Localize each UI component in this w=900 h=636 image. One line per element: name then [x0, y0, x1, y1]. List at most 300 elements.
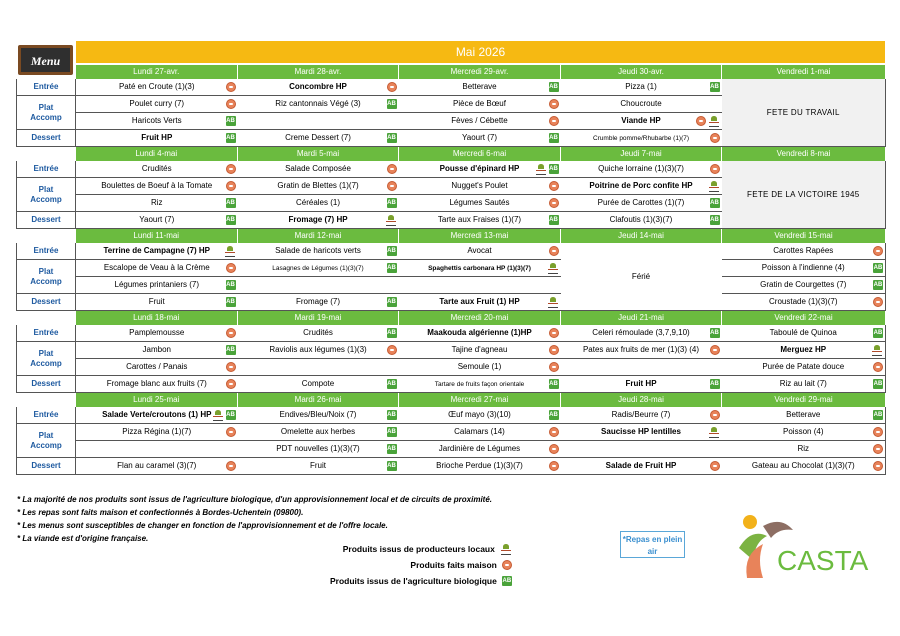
bio-ab-icon: AB: [226, 299, 235, 305]
dish-text: Pizza (1): [625, 82, 657, 91]
dish-cell: [76, 407, 238, 424]
day-header: Jeudi 7-mai: [561, 147, 722, 162]
dish-text: Taboulé de Quinoa: [769, 328, 837, 337]
dish-cell: [561, 113, 722, 130]
dish-text: Creme Dessert (7): [285, 133, 351, 142]
fait-maison-icon: [710, 133, 720, 143]
dish-cell: [76, 96, 238, 113]
dish-text: Pamplemousse: [129, 328, 185, 337]
bio-ab-icon: AB: [226, 200, 235, 206]
row-label-dessert: Dessert: [17, 212, 76, 229]
fait-maison-icon: [873, 461, 883, 471]
dish-text: Clafoutis (1)(3)(7): [609, 215, 673, 224]
dish-text: Viande HP: [621, 116, 661, 125]
dish-text: Tartare de fruits façon orientale: [434, 381, 525, 388]
bio-ab-icon: AB: [226, 217, 235, 223]
dish-cell: [561, 195, 722, 212]
dish-text: Jambon: [142, 345, 171, 354]
dish-cell: [238, 260, 399, 277]
dish-cell: [561, 325, 722, 342]
dish-cell: [561, 441, 722, 458]
row-label-plat: Plat Accomp: [17, 96, 76, 130]
fait-maison-icon: [387, 345, 397, 355]
dish-text: Omelette aux herbes: [280, 427, 356, 436]
dish-cell: [722, 424, 886, 441]
day-header: Vendredi 22-mai: [722, 311, 886, 326]
fait-maison-icon: [549, 427, 559, 437]
dish-cell: [561, 359, 722, 376]
day-header-row: [17, 147, 886, 162]
fait-maison-icon: [549, 328, 559, 338]
dish-cell: [399, 113, 561, 130]
day-header-row: [17, 65, 886, 79]
dish-cell: [399, 277, 561, 294]
dish-text: Légumes Sautés: [449, 198, 510, 207]
dish-cell: [238, 359, 399, 376]
fait-maison-icon: [226, 99, 236, 109]
dish-cell: [76, 195, 238, 212]
legend-maison: Produits faits maison: [330, 557, 512, 573]
dish-text: Celeri rémoulade (3,7,9,10): [592, 328, 690, 337]
dish-text: Yaourt (7): [139, 215, 175, 224]
dish-text: Crudités: [303, 328, 333, 337]
dish-cell: [76, 458, 238, 475]
dish-text: Gratin de Courgettes (7): [760, 280, 847, 289]
dish-text: Nugget's Poulet: [451, 181, 508, 190]
day-header: Lundi 4-mai: [76, 147, 238, 162]
fait-maison-icon: [696, 116, 706, 126]
bio-ab-icon: AB: [226, 412, 235, 418]
day-header-row: [17, 393, 886, 408]
dish-text: Flan au caramel (3)(7): [117, 461, 197, 470]
dish-cell: [722, 407, 886, 424]
dish-cell: [238, 161, 399, 178]
dish-text: Poisson (4): [783, 427, 824, 436]
bio-ab-icon: AB: [387, 101, 396, 107]
dish-cell: [399, 424, 561, 441]
bio-ab-icon: AB: [710, 84, 719, 90]
bio-ab-icon: AB: [710, 217, 719, 223]
legend-bio: Produits issus de l'agriculture biologique AB: [330, 576, 512, 586]
dish-text: Gratin de Blettes (1)(7): [277, 181, 359, 190]
dish-cell: [722, 342, 886, 359]
fait-maison-icon: [710, 410, 720, 420]
fait-maison-icon: [387, 164, 397, 174]
fait-maison-icon: [710, 164, 720, 174]
fait-maison-icon: [873, 297, 883, 307]
fait-maison-icon: [226, 328, 236, 338]
dish-cell: [238, 342, 399, 359]
dish-text: Tarte aux Fruit (1) HP: [439, 297, 520, 306]
corner: [17, 229, 76, 244]
dish-text: Riz au lait (7): [779, 379, 827, 388]
dish-cell: [76, 243, 238, 260]
row-label-plat: Plat Accomp: [17, 424, 76, 458]
dish-text: Poitrine de Porc confite HP: [589, 181, 693, 190]
dish-text: Fruit HP: [141, 133, 173, 142]
dish-text: Crumble pomme/Rhubarbe (1)(7): [592, 135, 690, 142]
row-label-dessert: Dessert: [17, 130, 76, 147]
bio-ab-icon: AB: [873, 412, 883, 418]
bio-ab-icon: AB: [873, 265, 883, 271]
dish-text: Betterave: [462, 82, 497, 91]
month-title: Mai 2026: [76, 41, 885, 63]
dish-text: Purée de Carottes (1)(7): [597, 198, 685, 207]
dish-text: Lasagnes de Légumes (1)(3)(7): [272, 265, 364, 272]
fait-maison-icon: [226, 263, 236, 273]
dish-cell: [76, 79, 238, 96]
row-label-dessert: Dessert: [17, 458, 76, 475]
dish-cell: [722, 325, 886, 342]
day-header: Lundi 11-mai: [76, 229, 238, 244]
bio-ab-icon: AB: [387, 446, 396, 452]
dish-cell: [399, 243, 561, 260]
day-header: Lundi 27-avr.: [76, 65, 238, 79]
dish-text: Maakouda algérienne (1)HP: [427, 328, 532, 337]
day-header: Vendredi 1-mai: [722, 65, 886, 79]
dish-cell: [238, 441, 399, 458]
fait-maison-icon: [549, 444, 559, 454]
dish-text: Pizza Régina (1)(7): [122, 427, 192, 436]
dish-text: Légumes printaniers (7): [114, 280, 199, 289]
bio-ab-icon: AB: [710, 381, 719, 387]
fait-maison-icon: [387, 82, 397, 92]
legend-local: Produits issus de producteurs locaux: [330, 541, 512, 557]
bio-ab-icon: AB: [549, 381, 558, 387]
dish-text: Fruit HP: [625, 379, 657, 388]
bio-ab-icon: AB: [226, 347, 235, 353]
dish-cell: [561, 96, 722, 113]
bio-ab-icon: AB: [387, 463, 396, 469]
dish-cell: [238, 376, 399, 393]
dish-cell: [76, 212, 238, 229]
day-header: Jeudi 21-mai: [561, 311, 722, 326]
dish-cell: [238, 178, 399, 195]
dish-cell: [561, 424, 722, 441]
bio-ab-icon: AB: [873, 330, 883, 336]
dish-cell: [399, 376, 561, 393]
day-header: Mardi 26-mai: [238, 393, 399, 408]
dish-cell: [722, 243, 886, 260]
menu-row-dessert: [17, 294, 886, 311]
fait-maison-icon: [710, 461, 720, 471]
dish-cell: [238, 195, 399, 212]
dish-text: Choucroute: [620, 99, 662, 108]
day-header: Mercredi 6-mai: [399, 147, 561, 162]
dish-cell: [76, 260, 238, 277]
dish-cell: [561, 79, 722, 96]
bio-ab-icon: AB: [387, 299, 396, 305]
dish-text: Jardinière de Légumes: [438, 444, 521, 453]
dish-cell: [722, 277, 886, 294]
fait-maison-icon: [873, 427, 883, 437]
dish-cell: [238, 325, 399, 342]
dish-cell: [722, 294, 886, 311]
dish-text: Salade Composée: [285, 164, 351, 173]
dish-text: Raviolis aux légumes (1)(3): [269, 345, 367, 354]
row-label-plat: Plat Accomp: [17, 260, 76, 294]
day-header: Lundi 25-mai: [76, 393, 238, 408]
dish-text: Semoule (1): [457, 362, 502, 371]
dish-text: Salade de Fruit HP: [605, 461, 677, 470]
fait-maison-icon: [549, 345, 559, 355]
dish-cell: [561, 178, 722, 195]
fait-maison-icon: [549, 99, 559, 109]
day-header: Lundi 18-mai: [76, 311, 238, 326]
dish-text: Escalope de Veau à la Crème: [103, 263, 210, 272]
fait-maison-icon: [549, 198, 559, 208]
dish-cell: [76, 441, 238, 458]
bio-ab-icon: AB: [549, 217, 558, 223]
dish-cell: [76, 424, 238, 441]
dish-cell: [76, 113, 238, 130]
dish-cell: [399, 79, 561, 96]
dish-text: Compote: [301, 379, 335, 388]
dish-text: Radis/Beurre (7): [611, 410, 671, 419]
plein-air-note: *Repas en plein air: [620, 531, 685, 558]
casta-logo: [733, 508, 883, 584]
dish-cell: [238, 96, 399, 113]
bio-ab-icon: AB: [226, 282, 235, 288]
dish-cell: [561, 130, 722, 147]
fait-maison-icon: [549, 362, 559, 372]
local-producer-icon: [500, 544, 512, 554]
dish-text: Quiche lorraine (1)(3)(7): [598, 164, 684, 173]
dish-cell: [561, 212, 722, 229]
menu-row-plat: [17, 424, 886, 441]
menu-row-dessert: [17, 458, 886, 475]
dish-text: Merguez HP: [780, 345, 827, 354]
fait-maison-icon: [549, 461, 559, 471]
holiday-cell: Férié: [561, 243, 722, 311]
dish-cell: [76, 294, 238, 311]
menu-row-entree: [17, 325, 886, 342]
dish-text: Fromage (7): [295, 297, 340, 306]
dish-cell: [561, 407, 722, 424]
menu-row-entree: [17, 243, 886, 260]
dish-cell: [561, 161, 722, 178]
dish-cell: [722, 458, 886, 475]
menu-row-entree: [17, 79, 886, 96]
dish-cell: [238, 424, 399, 441]
row-label-entree: Entrée: [17, 79, 76, 96]
corner: [17, 393, 76, 408]
dish-cell: [76, 359, 238, 376]
dish-cell: [238, 407, 399, 424]
corner: [17, 65, 76, 79]
bio-ab-icon: AB: [387, 265, 396, 271]
dish-cell: [399, 161, 561, 178]
dish-cell: [76, 130, 238, 147]
bio-ab-icon: AB: [549, 412, 558, 418]
dish-text: Paté en Croute (1)(3): [118, 82, 195, 91]
bio-ab-icon: AB: [387, 429, 396, 435]
dish-cell: [399, 342, 561, 359]
dish-text: Yaourt (7): [462, 133, 497, 142]
dish-text: Fruit: [310, 461, 326, 470]
dish-cell: [561, 376, 722, 393]
local-producer-icon: [708, 116, 720, 126]
bio-ab-icon: AB: [387, 248, 396, 254]
fait-maison-icon: [226, 362, 236, 372]
day-header: Jeudi 14-mai: [561, 229, 722, 244]
dish-text: Riz: [797, 444, 810, 453]
dish-text: Betterave: [786, 410, 821, 419]
dish-text: Haricots Verts: [131, 116, 182, 125]
fait-maison-icon: [387, 181, 397, 191]
dish-cell: [399, 212, 561, 229]
dish-text: Terrine de Campagne (7) HP: [103, 246, 211, 255]
dish-cell: [399, 178, 561, 195]
day-header: Jeudi 30-avr.: [561, 65, 722, 79]
dish-cell: [238, 212, 399, 229]
bio-ab-icon: AB: [226, 135, 235, 141]
row-label-entree: Entrée: [17, 325, 76, 342]
corner: [17, 311, 76, 326]
day-header-row: [17, 229, 886, 244]
dish-cell: [238, 113, 399, 130]
bio-ab-icon: AB: [549, 166, 558, 172]
day-header: Mercredi 29-avr.: [399, 65, 561, 79]
fait-maison-icon: [226, 181, 236, 191]
menu-row-plat: [17, 342, 886, 359]
day-header: Vendredi 15-mai: [722, 229, 886, 244]
local-producer-icon: [385, 215, 397, 225]
day-header-row: [17, 311, 886, 326]
row-label-plat: Plat Accomp: [17, 178, 76, 212]
fait-maison-icon: [549, 181, 559, 191]
row-label-plat: Plat Accomp: [17, 342, 76, 376]
dish-cell: [76, 325, 238, 342]
fait-maison-icon: [710, 345, 720, 355]
dish-text: Pièce de Bœuf: [453, 99, 506, 108]
row-label-dessert: Dessert: [17, 294, 76, 311]
dish-text: Fèves / Cébette: [451, 116, 508, 125]
dish-text: Tarte aux Fraises (1)(7): [437, 215, 522, 224]
day-header: Mardi 28-avr.: [238, 65, 399, 79]
bio-ab-icon: AB: [710, 200, 719, 206]
dish-text: Purée de Patate douce: [762, 362, 845, 371]
bio-ab-icon: AB: [873, 282, 883, 288]
dish-cell: [238, 458, 399, 475]
notes: [17, 493, 492, 545]
bio-ab-icon: AB: [387, 135, 396, 141]
dish-text: Endives/Bleu/Noix (7): [279, 410, 357, 419]
dish-cell: [238, 79, 399, 96]
day-header: Mercredi 20-mai: [399, 311, 561, 326]
row-label-entree: Entrée: [17, 407, 76, 424]
dish-text: Salade Verte/croutons (1) HP: [102, 410, 212, 419]
day-header: Vendredi 29-mai: [722, 393, 886, 408]
dish-text: Tajine d'agneau: [451, 345, 508, 354]
dish-text: Fromage (7) HP: [288, 215, 348, 224]
dish-text: Gateau au Chocolat (1)(3)(7): [751, 461, 855, 470]
bio-ab-icon: AB: [387, 200, 396, 206]
dish-cell: [722, 441, 886, 458]
bio-ab-icon: AB: [387, 381, 396, 387]
dish-cell: [238, 243, 399, 260]
row-label-entree: Entrée: [17, 243, 76, 260]
dish-text: PDT nouvelles (1)(3)(7): [276, 444, 360, 453]
bio-ab-icon: AB: [873, 381, 883, 387]
dish-cell: [561, 458, 722, 475]
local-producer-icon: [547, 297, 559, 307]
dish-cell: [399, 441, 561, 458]
dish-text: Riz: [150, 198, 163, 207]
dish-text: Saucisse HP lentilles: [601, 427, 681, 436]
legend: [330, 541, 512, 589]
dish-cell: [238, 277, 399, 294]
menu-row-plat: [17, 260, 886, 277]
local-producer-icon: [871, 345, 883, 355]
day-header: Mardi 12-mai: [238, 229, 399, 244]
day-header: Mercredi 27-mai: [399, 393, 561, 408]
dish-cell: [238, 294, 399, 311]
dish-cell: [76, 342, 238, 359]
day-header: Mardi 19-mai: [238, 311, 399, 326]
day-header: Vendredi 8-mai: [722, 147, 886, 162]
dish-text: Croustade (1)(3)(7): [769, 297, 838, 306]
bio-ab-icon: AB: [549, 135, 558, 141]
fait-maison-icon: [873, 246, 883, 256]
dish-text: Pates aux fruits de mer (1)(3) (4): [582, 345, 700, 354]
dish-cell: [76, 376, 238, 393]
menu-row-accomp: [17, 441, 886, 458]
note: * La viande est d'origine française.: [17, 534, 149, 543]
fait-maison-icon: [226, 427, 236, 437]
fait-maison-icon: [226, 461, 236, 471]
dish-text: Fruit: [148, 297, 165, 306]
dish-text: Céréales (1): [295, 198, 340, 207]
local-producer-icon: [224, 246, 236, 256]
menu-row-dessert: [17, 376, 886, 393]
dish-cell: [399, 294, 561, 311]
dish-text: Carottes / Panais: [126, 362, 188, 371]
dish-text: Carottes Rapées: [773, 246, 834, 255]
local-producer-icon: [535, 164, 547, 174]
dish-cell: [399, 96, 561, 113]
row-label-dessert: Dessert: [17, 376, 76, 393]
menu-table: [16, 65, 886, 475]
dish-cell: [399, 195, 561, 212]
day-header: Mercredi 13-mai: [399, 229, 561, 244]
dish-text: Spaghettis carbonara HP (1)(3)(7): [428, 265, 531, 272]
dish-cell: [238, 130, 399, 147]
dish-cell: [399, 325, 561, 342]
local-producer-icon: [212, 410, 224, 420]
fait-maison-icon: [549, 116, 559, 126]
fait-maison-icon: [226, 379, 236, 389]
dish-text: Poisson à l'indienne (4): [761, 263, 845, 272]
note: * La majorité de nos produits sont issus de l'agriculture biologique, d'un approvisionnement local et de circuits de proximité.: [17, 495, 492, 504]
dish-cell: [399, 407, 561, 424]
holiday-cell: FETE DU TRAVAIL: [722, 79, 886, 147]
fait-maison-icon: [226, 164, 236, 174]
fait-maison-icon: [873, 444, 883, 454]
menu-row-entree: [17, 407, 886, 424]
dish-cell: [399, 130, 561, 147]
fait-maison-icon: [226, 82, 236, 92]
menu-badge-text: Menu: [30, 54, 61, 68]
dish-text: Poulet curry (7): [129, 99, 185, 108]
dish-text: Œuf mayo (3)(10): [448, 410, 511, 419]
local-producer-icon: [708, 181, 720, 191]
dish-text: Fromage blanc aux fruits (7): [106, 379, 207, 388]
dish-text: Avocat: [467, 246, 492, 255]
brand-name: CASTA: [777, 545, 869, 576]
menu-row-accomp: [17, 359, 886, 376]
holiday-cell: FETE DE LA VICTOIRE 1945: [722, 161, 886, 229]
